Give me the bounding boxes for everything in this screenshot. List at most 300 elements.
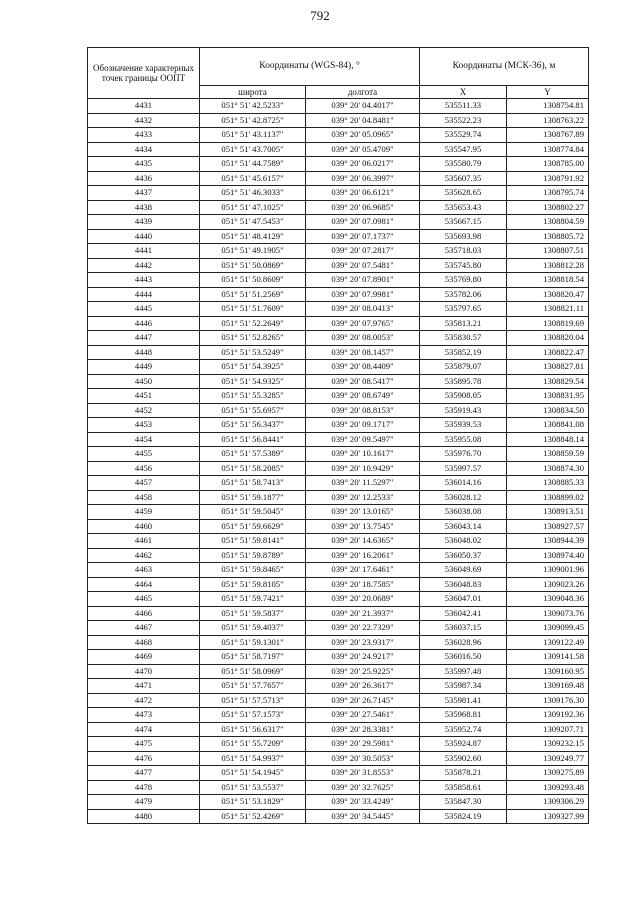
x-coordinate-cell: 535797.65: [420, 302, 507, 317]
longitude-cell: 039° 20' 07.0981": [306, 215, 420, 230]
header-wgs84-coordinates: Координаты (WGS-84), °: [200, 48, 420, 86]
x-coordinate-cell: 536028.96: [420, 635, 507, 650]
y-coordinate-cell: 1308944.39: [507, 534, 589, 549]
point-id-cell: 4436: [88, 171, 200, 186]
point-id-cell: 4465: [88, 592, 200, 607]
y-coordinate-cell: 1308791.92: [507, 171, 589, 186]
latitude-cell: 051° 51' 56.3437": [200, 418, 306, 433]
longitude-cell: 039° 20' 04.4017": [306, 99, 420, 114]
x-coordinate-cell: 535628.65: [420, 186, 507, 201]
y-coordinate-cell: 1309306.29: [507, 795, 589, 810]
x-coordinate-cell: 535547.95: [420, 142, 507, 157]
point-id-cell: 4475: [88, 737, 200, 752]
latitude-cell: 051° 51' 58.7413": [200, 476, 306, 491]
y-coordinate-cell: 1308821.11: [507, 302, 589, 317]
latitude-cell: 051° 51' 47.5453": [200, 215, 306, 230]
table-row: [88, 302, 589, 317]
table-row: [88, 679, 589, 694]
point-id-cell: 4463: [88, 563, 200, 578]
header-x: X: [420, 86, 507, 99]
x-coordinate-cell: 535968.81: [420, 708, 507, 723]
point-id-cell: 4438: [88, 200, 200, 215]
table-row: [88, 128, 589, 143]
table-row: [88, 606, 589, 621]
longitude-cell: 039° 20' 08.1457": [306, 345, 420, 360]
y-coordinate-cell: 1308827.81: [507, 360, 589, 375]
point-id-cell: 4434: [88, 142, 200, 157]
point-id-cell: 4456: [88, 461, 200, 476]
latitude-cell: 051° 51' 53.1829": [200, 795, 306, 810]
longitude-cell: 039° 20' 32.7625": [306, 780, 420, 795]
latitude-cell: 051° 51' 56.8441": [200, 432, 306, 447]
point-id-cell: 4472: [88, 693, 200, 708]
table-row: [88, 621, 589, 636]
y-coordinate-cell: 1308913.51: [507, 505, 589, 520]
x-coordinate-cell: 535858.61: [420, 780, 507, 795]
table-row: [88, 708, 589, 723]
y-coordinate-cell: 1308848.14: [507, 432, 589, 447]
point-id-cell: 4470: [88, 664, 200, 679]
latitude-cell: 051° 51' 57.1573": [200, 708, 306, 723]
coordinates-table: [87, 47, 589, 824]
latitude-cell: 051° 51' 59.7421": [200, 592, 306, 607]
longitude-cell: 039° 20' 26.3617": [306, 679, 420, 694]
point-id-cell: 4476: [88, 751, 200, 766]
longitude-cell: 039° 20' 27.5461": [306, 708, 420, 723]
latitude-cell: 051° 51' 50.0869": [200, 258, 306, 273]
x-coordinate-cell: 535830.57: [420, 331, 507, 346]
point-id-cell: 4477: [88, 766, 200, 781]
latitude-cell: 051° 51' 59.8789": [200, 548, 306, 563]
longitude-cell: 039° 20' 09.5497": [306, 432, 420, 447]
latitude-cell: 051° 51' 55.7209": [200, 737, 306, 752]
longitude-cell: 039° 20' 30.5053": [306, 751, 420, 766]
y-coordinate-cell: 1308927.57: [507, 519, 589, 534]
y-coordinate-cell: 1308874.30: [507, 461, 589, 476]
y-coordinate-cell: 1309160.95: [507, 664, 589, 679]
latitude-cell: 051° 51' 57.5389": [200, 447, 306, 462]
longitude-cell: 039° 20' 28.3381": [306, 722, 420, 737]
longitude-cell: 039° 20' 07.9981": [306, 287, 420, 302]
point-id-cell: 4440: [88, 229, 200, 244]
latitude-cell: 051° 51' 55.6957": [200, 403, 306, 418]
point-id-cell: 4449: [88, 360, 200, 375]
y-coordinate-cell: 1309073.76: [507, 606, 589, 621]
point-id-cell: 4467: [88, 621, 200, 636]
x-coordinate-cell: 535813.21: [420, 316, 507, 331]
x-coordinate-cell: 536014.16: [420, 476, 507, 491]
longitude-cell: 039° 20' 13.7545": [306, 519, 420, 534]
longitude-cell: 039° 20' 22.7329": [306, 621, 420, 636]
x-coordinate-cell: 535902.60: [420, 751, 507, 766]
header-point-designation: Обозначение характерных точек границы ООПТ: [88, 48, 200, 99]
x-coordinate-cell: 536028.12: [420, 490, 507, 505]
table-row: [88, 273, 589, 288]
longitude-cell: 039° 20' 07.9765": [306, 316, 420, 331]
table-row: [88, 592, 589, 607]
table-row: [88, 171, 589, 186]
table-row: [88, 200, 589, 215]
point-id-cell: 4462: [88, 548, 200, 563]
table-row: [88, 389, 589, 404]
latitude-cell: 051° 51' 54.1945": [200, 766, 306, 781]
point-id-cell: 4435: [88, 157, 200, 172]
latitude-cell: 051° 51' 50.8609": [200, 273, 306, 288]
y-coordinate-cell: 1308974.40: [507, 548, 589, 563]
latitude-cell: 051° 51' 42.5233": [200, 99, 306, 114]
table-row: [88, 519, 589, 534]
x-coordinate-cell: 535939.53: [420, 418, 507, 433]
x-coordinate-cell: 535908.05: [420, 389, 507, 404]
y-coordinate-cell: 1308820.04: [507, 331, 589, 346]
table-row: [88, 534, 589, 549]
latitude-cell: 051° 51' 59.1877": [200, 490, 306, 505]
table-row: [88, 403, 589, 418]
latitude-cell: 051° 51' 52.8265": [200, 331, 306, 346]
table-row: [88, 548, 589, 563]
table-row: [88, 215, 589, 230]
longitude-cell: 039° 20' 05.0965": [306, 128, 420, 143]
table-row: [88, 693, 589, 708]
table-row: [88, 287, 589, 302]
y-coordinate-cell: 1309122.49: [507, 635, 589, 650]
y-coordinate-cell: 1308767.89: [507, 128, 589, 143]
latitude-cell: 051° 51' 59.8141": [200, 534, 306, 549]
y-coordinate-cell: 1309207.71: [507, 722, 589, 737]
latitude-cell: 051° 51' 56.6317": [200, 722, 306, 737]
latitude-cell: 051° 51' 57.5713": [200, 693, 306, 708]
x-coordinate-cell: 536048.83: [420, 577, 507, 592]
point-id-cell: 4458: [88, 490, 200, 505]
x-coordinate-cell: 535852.19: [420, 345, 507, 360]
longitude-cell: 039° 20' 20.0689": [306, 592, 420, 607]
longitude-cell: 039° 20' 31.8553": [306, 766, 420, 781]
longitude-cell: 039° 20' 07.1737": [306, 229, 420, 244]
point-id-cell: 4444: [88, 287, 200, 302]
latitude-cell: 051° 51' 53.5249": [200, 345, 306, 360]
table-row: [88, 650, 589, 665]
latitude-cell: 051° 51' 44.7589": [200, 157, 306, 172]
point-id-cell: 4469: [88, 650, 200, 665]
longitude-cell: 039° 20' 13.0165": [306, 505, 420, 520]
y-coordinate-cell: 1308885.33: [507, 476, 589, 491]
longitude-cell: 039° 20' 08.4409": [306, 360, 420, 375]
table-row: [88, 737, 589, 752]
longitude-cell: 039° 20' 08.8153": [306, 403, 420, 418]
x-coordinate-cell: 535653.43: [420, 200, 507, 215]
point-id-cell: 4445: [88, 302, 200, 317]
latitude-cell: 051° 51' 43.1137": [200, 128, 306, 143]
longitude-cell: 039° 20' 29.5981": [306, 737, 420, 752]
y-coordinate-cell: 1308802.27: [507, 200, 589, 215]
x-coordinate-cell: 536037.15: [420, 621, 507, 636]
y-coordinate-cell: 1308805.72: [507, 229, 589, 244]
longitude-cell: 039° 20' 11.5297": [306, 476, 420, 491]
y-coordinate-cell: 1309293.48: [507, 780, 589, 795]
y-coordinate-cell: 1309327.99: [507, 809, 589, 824]
x-coordinate-cell: 535997.48: [420, 664, 507, 679]
point-id-cell: 4460: [88, 519, 200, 534]
header-latitude: широта: [200, 86, 306, 99]
longitude-cell: 039° 20' 24.9217": [306, 650, 420, 665]
point-id-cell: 4447: [88, 331, 200, 346]
longitude-cell: 039° 20' 34.5445": [306, 809, 420, 824]
y-coordinate-cell: 1308831.95: [507, 389, 589, 404]
longitude-cell: 039° 20' 08.0413": [306, 302, 420, 317]
x-coordinate-cell: 535769.80: [420, 273, 507, 288]
x-coordinate-cell: 535718.03: [420, 244, 507, 259]
y-coordinate-cell: 1308774.84: [507, 142, 589, 157]
x-coordinate-cell: 535981.41: [420, 693, 507, 708]
point-id-cell: 4457: [88, 476, 200, 491]
table-row: [88, 331, 589, 346]
table-row: [88, 476, 589, 491]
y-coordinate-cell: 1308829.54: [507, 374, 589, 389]
y-coordinate-cell: 1308795.74: [507, 186, 589, 201]
point-id-cell: 4446: [88, 316, 200, 331]
x-coordinate-cell: 535919.43: [420, 403, 507, 418]
y-coordinate-cell: 1308841.08: [507, 418, 589, 433]
y-coordinate-cell: 1308834.50: [507, 403, 589, 418]
point-id-cell: 4431: [88, 99, 200, 114]
point-id-cell: 4433: [88, 128, 200, 143]
point-id-cell: 4466: [88, 606, 200, 621]
table-row: [88, 418, 589, 433]
latitude-cell: 051° 51' 57.7657": [200, 679, 306, 694]
latitude-cell: 051° 51' 59.4037": [200, 621, 306, 636]
table-row: [88, 113, 589, 128]
x-coordinate-cell: 535924.87: [420, 737, 507, 752]
y-coordinate-cell: 1309249.77: [507, 751, 589, 766]
y-coordinate-cell: 1308859.59: [507, 447, 589, 462]
table-row: [88, 447, 589, 462]
table-row: [88, 751, 589, 766]
longitude-cell: 039° 20' 06.6121": [306, 186, 420, 201]
longitude-cell: 039° 20' 17.6461": [306, 563, 420, 578]
x-coordinate-cell: 535782.06: [420, 287, 507, 302]
x-coordinate-cell: 535987.34: [420, 679, 507, 694]
x-coordinate-cell: 535955.08: [420, 432, 507, 447]
latitude-cell: 051° 51' 59.6629": [200, 519, 306, 534]
table-row: [88, 505, 589, 520]
point-id-cell: 4454: [88, 432, 200, 447]
x-coordinate-cell: 535607.35: [420, 171, 507, 186]
y-coordinate-cell: 1308785.00: [507, 157, 589, 172]
table-row: [88, 244, 589, 259]
x-coordinate-cell: 535847.30: [420, 795, 507, 810]
longitude-cell: 039° 20' 07.5481": [306, 258, 420, 273]
longitude-cell: 039° 20' 05.4709": [306, 142, 420, 157]
latitude-cell: 051° 51' 54.3925": [200, 360, 306, 375]
table-row: [88, 316, 589, 331]
table-row: [88, 635, 589, 650]
longitude-cell: 039° 20' 06.9685": [306, 200, 420, 215]
x-coordinate-cell: 535522.23: [420, 113, 507, 128]
latitude-cell: 051° 51' 59.1301": [200, 635, 306, 650]
latitude-cell: 051° 51' 49.1905": [200, 244, 306, 259]
latitude-cell: 051° 51' 59.5045": [200, 505, 306, 520]
point-id-cell: 4480: [88, 809, 200, 824]
longitude-cell: 039° 20' 18.7585": [306, 577, 420, 592]
table-row: [88, 229, 589, 244]
latitude-cell: 051° 51' 54.9937": [200, 751, 306, 766]
table-row: [88, 563, 589, 578]
latitude-cell: 051° 51' 48.4129": [200, 229, 306, 244]
point-id-cell: 4441: [88, 244, 200, 259]
table-row: [88, 186, 589, 201]
table-row: [88, 766, 589, 781]
point-id-cell: 4471: [88, 679, 200, 694]
point-id-cell: 4432: [88, 113, 200, 128]
y-coordinate-cell: 1309176.30: [507, 693, 589, 708]
y-coordinate-cell: 1308899.02: [507, 490, 589, 505]
header-longitude: долгота: [306, 86, 420, 99]
point-id-cell: 4478: [88, 780, 200, 795]
y-coordinate-cell: 1308807.51: [507, 244, 589, 259]
table-row: [88, 99, 589, 114]
x-coordinate-cell: 536050.37: [420, 548, 507, 563]
table-row: [88, 490, 589, 505]
x-coordinate-cell: 536048.02: [420, 534, 507, 549]
point-id-cell: 4451: [88, 389, 200, 404]
x-coordinate-cell: 535895.78: [420, 374, 507, 389]
longitude-cell: 039° 20' 21.3937": [306, 606, 420, 621]
x-coordinate-cell: 535878.21: [420, 766, 507, 781]
table-body: [88, 99, 589, 824]
latitude-cell: 051° 51' 51.7609": [200, 302, 306, 317]
point-id-cell: 4461: [88, 534, 200, 549]
table-row: [88, 374, 589, 389]
y-coordinate-cell: 1308804.59: [507, 215, 589, 230]
longitude-cell: 039° 20' 04.8481": [306, 113, 420, 128]
y-coordinate-cell: 1308819.69: [507, 316, 589, 331]
longitude-cell: 039° 20' 26.7145": [306, 693, 420, 708]
longitude-cell: 039° 20' 08.5417": [306, 374, 420, 389]
table-row: [88, 577, 589, 592]
point-id-cell: 4464: [88, 577, 200, 592]
latitude-cell: 051° 51' 59.5837": [200, 606, 306, 621]
y-coordinate-cell: 1308820.47: [507, 287, 589, 302]
latitude-cell: 051° 51' 42.8725": [200, 113, 306, 128]
table-row: [88, 157, 589, 172]
latitude-cell: 051° 51' 43.7005": [200, 142, 306, 157]
y-coordinate-cell: 1308754.81: [507, 99, 589, 114]
table-row: [88, 432, 589, 447]
x-coordinate-cell: 536043.14: [420, 519, 507, 534]
y-coordinate-cell: 1309099.45: [507, 621, 589, 636]
y-coordinate-cell: 1309141.58: [507, 650, 589, 665]
point-id-cell: 4442: [88, 258, 200, 273]
point-id-cell: 4455: [88, 447, 200, 462]
x-coordinate-cell: 535580.79: [420, 157, 507, 172]
latitude-cell: 051° 51' 52.2649": [200, 316, 306, 331]
point-id-cell: 4479: [88, 795, 200, 810]
x-coordinate-cell: 535952.74: [420, 722, 507, 737]
latitude-cell: 051° 51' 55.3285": [200, 389, 306, 404]
longitude-cell: 039° 20' 23.9317": [306, 635, 420, 650]
table-row: [88, 795, 589, 810]
longitude-cell: 039° 20' 06.0217": [306, 157, 420, 172]
latitude-cell: 051° 51' 52.4269": [200, 809, 306, 824]
page-number: 792: [310, 8, 330, 23]
longitude-cell: 039° 20' 07.2817": [306, 244, 420, 259]
table-row: [88, 360, 589, 375]
x-coordinate-cell: 536047.01: [420, 592, 507, 607]
x-coordinate-cell: 536038.08: [420, 505, 507, 520]
point-id-cell: 4468: [88, 635, 200, 650]
table-row: [88, 258, 589, 273]
longitude-cell: 039° 20' 14.6365": [306, 534, 420, 549]
latitude-cell: 051° 51' 59.8465": [200, 563, 306, 578]
point-id-cell: 4459: [88, 505, 200, 520]
longitude-cell: 039° 20' 06.3997": [306, 171, 420, 186]
y-coordinate-cell: 1309048.36: [507, 592, 589, 607]
table-row: [88, 722, 589, 737]
x-coordinate-cell: 535997.57: [420, 461, 507, 476]
latitude-cell: 051° 51' 47.1025": [200, 200, 306, 215]
latitude-cell: 051° 51' 58.0969": [200, 664, 306, 679]
y-coordinate-cell: 1309023.26: [507, 577, 589, 592]
x-coordinate-cell: 535745.80: [420, 258, 507, 273]
x-coordinate-cell: 535511.33: [420, 99, 507, 114]
point-id-cell: 4437: [88, 186, 200, 201]
point-id-cell: 4443: [88, 273, 200, 288]
x-coordinate-cell: 536016.50: [420, 650, 507, 665]
y-coordinate-cell: 1309192.36: [507, 708, 589, 723]
x-coordinate-cell: 535879.07: [420, 360, 507, 375]
point-id-cell: 4439: [88, 215, 200, 230]
y-coordinate-cell: 1309232.15: [507, 737, 589, 752]
longitude-cell: 039° 20' 10.1617": [306, 447, 420, 462]
latitude-cell: 051° 51' 46.3033": [200, 186, 306, 201]
latitude-cell: 051° 51' 58.2085": [200, 461, 306, 476]
latitude-cell: 051° 51' 54.9325": [200, 374, 306, 389]
latitude-cell: 051° 51' 58.7197": [200, 650, 306, 665]
point-id-cell: 4453: [88, 418, 200, 433]
point-id-cell: 4450: [88, 374, 200, 389]
longitude-cell: 039° 20' 12.2533": [306, 490, 420, 505]
x-coordinate-cell: 536042.41: [420, 606, 507, 621]
y-coordinate-cell: 1308763.22: [507, 113, 589, 128]
y-coordinate-cell: 1309275.89: [507, 766, 589, 781]
x-coordinate-cell: 535529.74: [420, 128, 507, 143]
longitude-cell: 039° 20' 16.2061": [306, 548, 420, 563]
header-msk36-coordinates: Координаты (МСК-36), м: [420, 48, 589, 86]
longitude-cell: 039° 20' 10.9429": [306, 461, 420, 476]
table-row: [88, 780, 589, 795]
point-id-cell: 4474: [88, 722, 200, 737]
table-row: [88, 461, 589, 476]
x-coordinate-cell: 535824.19: [420, 809, 507, 824]
point-id-cell: 4448: [88, 345, 200, 360]
latitude-cell: 051° 51' 59.8105": [200, 577, 306, 592]
table-row: [88, 345, 589, 360]
longitude-cell: 039° 20' 07.8901": [306, 273, 420, 288]
table-row: [88, 142, 589, 157]
longitude-cell: 039° 20' 08.6749": [306, 389, 420, 404]
longitude-cell: 039° 20' 33.4249": [306, 795, 420, 810]
table-row: [88, 664, 589, 679]
y-coordinate-cell: 1308812.28: [507, 258, 589, 273]
longitude-cell: 039° 20' 09.1717": [306, 418, 420, 433]
longitude-cell: 039° 20' 25.9225": [306, 664, 420, 679]
point-id-cell: 4473: [88, 708, 200, 723]
x-coordinate-cell: 535667.15: [420, 215, 507, 230]
point-id-cell: 4452: [88, 403, 200, 418]
table-row: [88, 809, 589, 824]
longitude-cell: 039° 20' 08.0053": [306, 331, 420, 346]
y-coordinate-cell: 1308818.54: [507, 273, 589, 288]
